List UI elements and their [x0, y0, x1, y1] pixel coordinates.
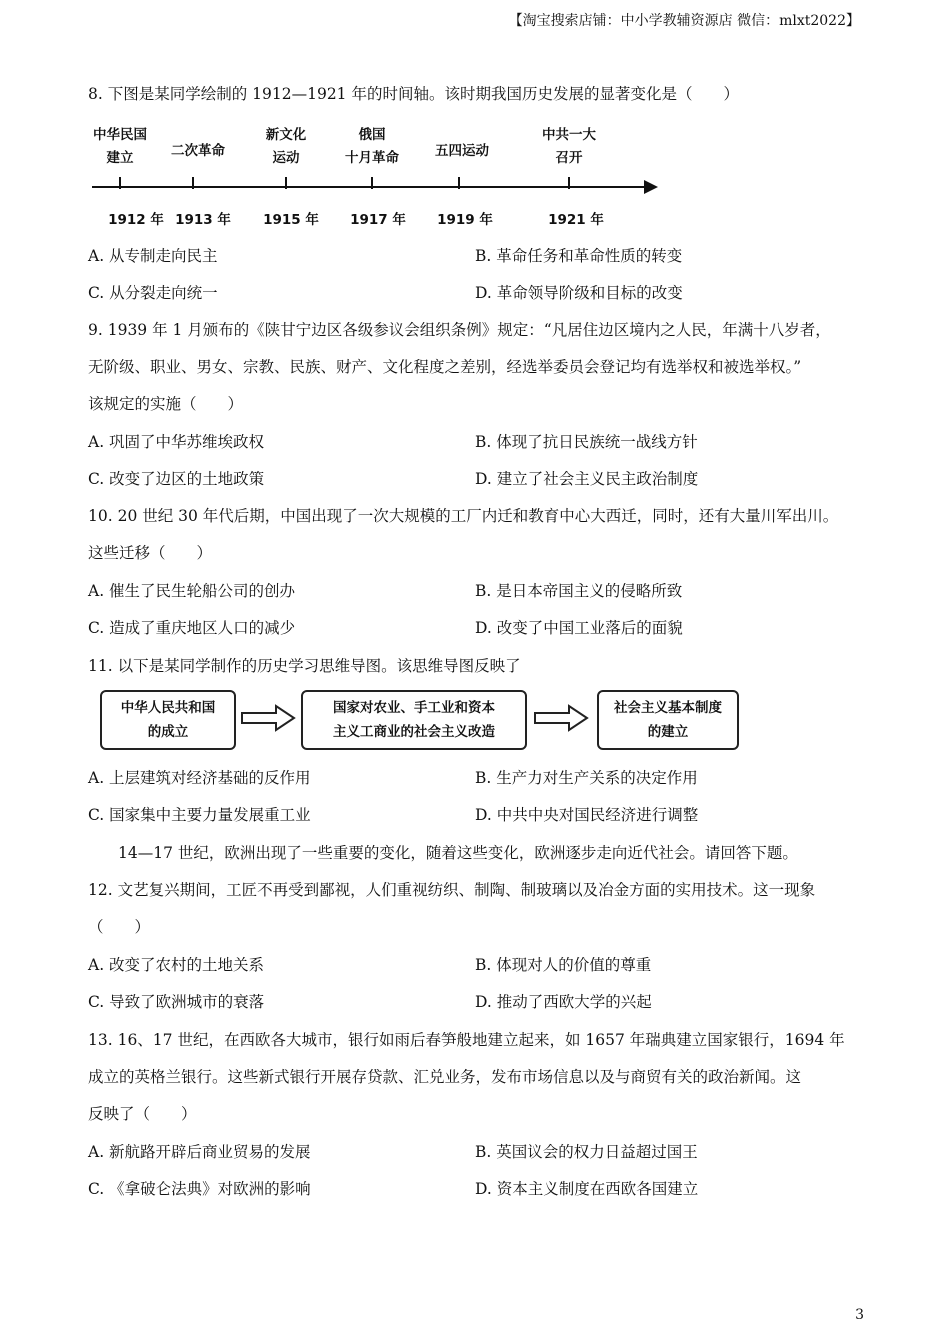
page-number: 3	[855, 1307, 864, 1323]
timeline-tick	[285, 177, 287, 189]
timeline-arrow-icon	[644, 180, 658, 194]
mindmap-box-socialist-system: 社会主义基本制度 的建立	[597, 690, 739, 750]
q11-stem: 11. 以下是某同学制作的历史学习思维导图。该思维导图反映了	[88, 657, 521, 675]
q13-stem-line3: 反映了（ ）	[88, 1105, 197, 1123]
q8-option-a[interactable]: A. 从专制走向民主	[88, 247, 218, 265]
section-intro: 14—17 世纪，欧洲出现了一些重要的变化，随着这些变化，欧洲逐步走向近代社会。请回答下题。	[118, 844, 798, 862]
q10-option-a[interactable]: A. 催生了民生轮船公司的创办	[88, 582, 296, 600]
mindmap-box-prc: 中华人民共和国 的成立	[100, 690, 236, 750]
q9-stem-line2: 无阶级、职业、男女、宗教、民族、财产、文化程度之差别，经选举委员会登记均有选举权和被选举权。”	[88, 358, 802, 376]
timeline-tick	[371, 177, 373, 189]
q10-option-b[interactable]: B. 是日本帝国主义的侵略所致	[475, 582, 683, 600]
page-header: 【淘宝搜索店铺：中小学教辅资源店 微信：mlxt2022】	[508, 13, 860, 29]
q11-option-d[interactable]: D. 中共中央对国民经济进行调整	[475, 806, 699, 824]
timeline-year: 1921 年	[548, 212, 604, 228]
timeline-event: 中华民国 建立	[93, 127, 147, 166]
q9-option-d[interactable]: D. 建立了社会主义民主政治制度	[475, 470, 699, 488]
q10-stem-line2: 这些迁移（ ）	[88, 544, 213, 562]
q9-option-c[interactable]: C. 改变了边区的土地政策	[88, 470, 265, 488]
q8-option-d[interactable]: D. 革命领导阶级和目标的改变	[475, 284, 683, 302]
timeline-figure	[88, 120, 688, 230]
q10-option-d[interactable]: D. 改变了中国工业落后的面貌	[475, 619, 683, 637]
timeline-event: 五四运动	[435, 143, 489, 159]
mindmap-box-transformation: 国家对农业、手工业和资本 主义工商业的社会主义改造	[301, 690, 527, 750]
q9-option-b[interactable]: B. 体现了抗日民族统一战线方针	[475, 433, 698, 451]
q13-option-b[interactable]: B. 英国议会的权力日益超过国王	[475, 1143, 698, 1161]
q12-option-c[interactable]: C. 导致了欧洲城市的衰落	[88, 993, 265, 1011]
q12-stem-line1: 12. 文艺复兴期间，工匠不再受到鄙视，人们重视纺织、制陶、制玻璃以及冶金方面的实用技术。这一现象	[88, 881, 816, 899]
q8-option-b[interactable]: B. 革命任务和革命性质的转变	[475, 247, 683, 265]
q12-option-a[interactable]: A. 改变了农村的土地关系	[88, 956, 265, 974]
timeline-event: 新文化 运动	[265, 127, 307, 166]
q9-stem-line1: 9. 1939 年 1 月颁布的《陕甘宁边区各级参议会组织条例》规定：“凡居住边区境内之人民，年满十八岁者，	[88, 321, 831, 339]
timeline-year: 1915 年	[263, 212, 319, 228]
q11-option-b[interactable]: B. 生产力对生产关系的决定作用	[475, 769, 698, 787]
q8-stem: 8. 下图是某同学绘制的 1912—1921 年的时间轴。该时期我国历史发展的显著变化是（ ）	[88, 85, 739, 103]
q10-stem-line1: 10. 20 世纪 30 年代后期，中国出现了一次大规模的工厂内迁和教育中心大西迁，同时，还有大量川军出川。	[88, 507, 839, 525]
q9-option-a[interactable]: A. 巩固了中华苏维埃政权	[88, 433, 265, 451]
timeline-year: 1912 年	[108, 212, 164, 228]
double-arrow-icon	[240, 704, 296, 732]
timeline-event: 二次革命	[171, 143, 225, 159]
timeline-tick	[119, 177, 121, 189]
timeline-event: 中共一大 召开	[542, 127, 596, 166]
q13-stem-line1: 13. 16、17 世纪，在西欧各大城市，银行如雨后春笋般地建立起来，如 1657 年瑞典建立国家银行，1694 年	[88, 1031, 845, 1049]
q10-option-c[interactable]: C. 造成了重庆地区人口的减少	[88, 619, 296, 637]
q9-stem-line3: 该规定的实施（ ）	[88, 395, 244, 413]
q13-option-c[interactable]: C. 《拿破仑法典》对欧洲的影响	[88, 1180, 311, 1198]
q13-option-d[interactable]: D. 资本主义制度在西欧各国建立	[475, 1180, 699, 1198]
q12-stem-line2: （ ）	[88, 918, 151, 936]
timeline-year: 1917 年	[350, 212, 406, 228]
q12-option-d[interactable]: D. 推动了西欧大学的兴起	[475, 993, 652, 1011]
timeline-event: 俄国 十月革命	[345, 127, 399, 166]
q11-option-a[interactable]: A. 上层建筑对经济基础的反作用	[88, 769, 311, 787]
q12-option-b[interactable]: B. 体现对人的价值的尊重	[475, 956, 652, 974]
q13-stem-line2: 成立的英格兰银行。这些新式银行开展存贷款、汇兑业务，发布市场信息以及与商贸有关的政治新闻。这	[88, 1068, 802, 1086]
timeline-year: 1919 年	[437, 212, 493, 228]
q8-option-c[interactable]: C. 从分裂走向统一	[88, 284, 218, 302]
q13-option-a[interactable]: A. 新航路开辟后商业贸易的发展	[88, 1143, 311, 1161]
double-arrow-icon	[533, 704, 589, 732]
timeline-tick	[458, 177, 460, 189]
timeline-year: 1913 年	[175, 212, 231, 228]
timeline-tick	[568, 177, 570, 189]
q11-option-c[interactable]: C. 国家集中主要力量发展重工业	[88, 806, 311, 824]
timeline-tick	[192, 177, 194, 189]
